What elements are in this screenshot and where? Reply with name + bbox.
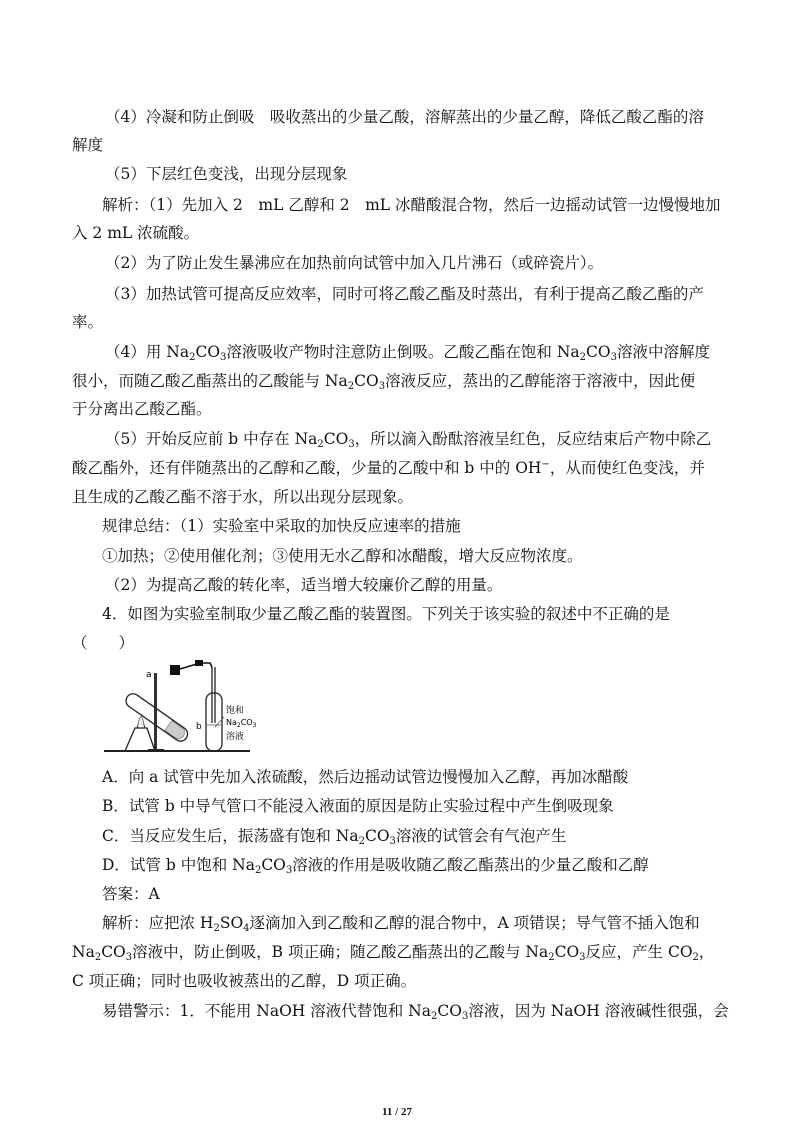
text-line: （3）加热试管可提高反应效率，同时可将乙酸乙酯及时蒸出，有利于提高乙酸乙酯的产 [105, 285, 704, 303]
text-line: （5）开始反应前 b 中存在 $Na_2CO_3$，所以滴入酚酞溶液呈红色，反应结束后产物中除乙 [105, 430, 712, 450]
label-a: a [146, 670, 152, 680]
option-b: B．试管 b 中导气管口不能浸入液面的原因是防止实验过程中产生倒吸现象 [102, 797, 614, 815]
text-line: 率。 [72, 313, 104, 331]
question-stem: 4．如图为实验室制取少量乙酸乙酯的装置图。下列关于该实验的叙述中不正确的是 [102, 605, 670, 623]
apparatus-figure [100, 653, 370, 755]
solution-label: 溶液 [226, 732, 245, 742]
text-line: ①加热；②使用催化剂；③使用无水乙醇和冰醋酸，增大反应物浓度。 [102, 547, 583, 565]
option-d: D．试管 b 中饱和 $Na_2CO_3$溶液的作用是吸收随乙酸乙酯蒸出的少量乙酸和乙醇 [102, 856, 649, 876]
answer: 答案：A [102, 885, 160, 903]
solution-label: 饱和 [226, 706, 245, 716]
text-line: （2）为提高乙酸的转化率，适当增大较廉价乙醇的用量。 [105, 576, 503, 594]
text-line: 且生成的乙酸乙酯不溶于水，所以出现分层现象。 [72, 488, 414, 506]
text-line: 入 2 mL 浓硫酸。 [72, 224, 200, 242]
text-line: 酸乙酯外，还有伴随蒸出的乙醇和乙酸，少量的乙酸中和 b 中的 OH−，从而使红色变浅，并 [72, 459, 705, 477]
explanation: C 项正确；同时也吸收被蒸出的乙醇，D 项正确。 [72, 972, 417, 990]
option-a: A．向 a 试管中先加入浓硫酸，然后边摇动试管边慢慢加入乙醇，再加冰醋酸 [102, 768, 629, 786]
page-number: 11 / 27 [382, 1106, 412, 1118]
answer-blank: （ ） [72, 634, 135, 652]
label-b: b [196, 722, 202, 732]
text-line: 于分离出乙酸乙酯。 [72, 400, 212, 418]
text-line: （4）冷凝和防止倒吸 吸收蒸出的少量乙酸，溶解蒸出的少量乙醇，降低乙酸乙酯的溶 [105, 108, 704, 126]
text-line: （5）下层红色变浅，出现分层现象 [105, 165, 348, 183]
text-line: （4）用 $Na_2CO_3$溶液吸收产物时注意防止倒吸。乙酸乙酯在饱和 $Na_2CO_3$溶液中溶解度 [105, 343, 710, 363]
text-line: 解度 [72, 136, 104, 154]
warning: 易错警示：1．不能用 NaOH 溶液代替饱和 $Na_2CO_3$溶液，因为 NaOH 溶液碱性很强，会 [102, 1002, 729, 1022]
text-line: 解析：（1）先加入 2 mL 乙醇和 2 mL 冰醋酸混合物，然后一边摇动试管一边慢慢地加 [102, 196, 721, 214]
explanation: $Na_2CO_3$溶液中，防止倒吸，B 项正确；随乙酸乙酯蒸出的乙酸与 $Na_2CO_3$反应，产生 $CO_2$， [72, 943, 715, 963]
solution-label: $Na_2CO_3$ [226, 718, 257, 729]
text-line: 很小，而随乙酸乙酯蒸出的乙酸能与 $Na_2CO_3$溶液反应，蒸出的乙醇能溶于溶液中，因此便 [72, 372, 696, 392]
explanation: 解析：应把浓 $H_2SO_4$逐滴加入到乙酸和乙醇的混合物中，A 项错误；导气管不插入饱和 [102, 914, 700, 934]
text-line: （2）为了防止发生暴沸应在加热前向试管中加入几片沸石（或碎瓷片）。 [105, 254, 604, 272]
option-c: C．当反应发生后，振荡盛有饱和 $Na_2CO_3$溶液的试管会有气泡产生 [102, 827, 567, 847]
text-line: 规律总结：（1）实验室中采取的加快反应速率的措施 [102, 517, 461, 535]
